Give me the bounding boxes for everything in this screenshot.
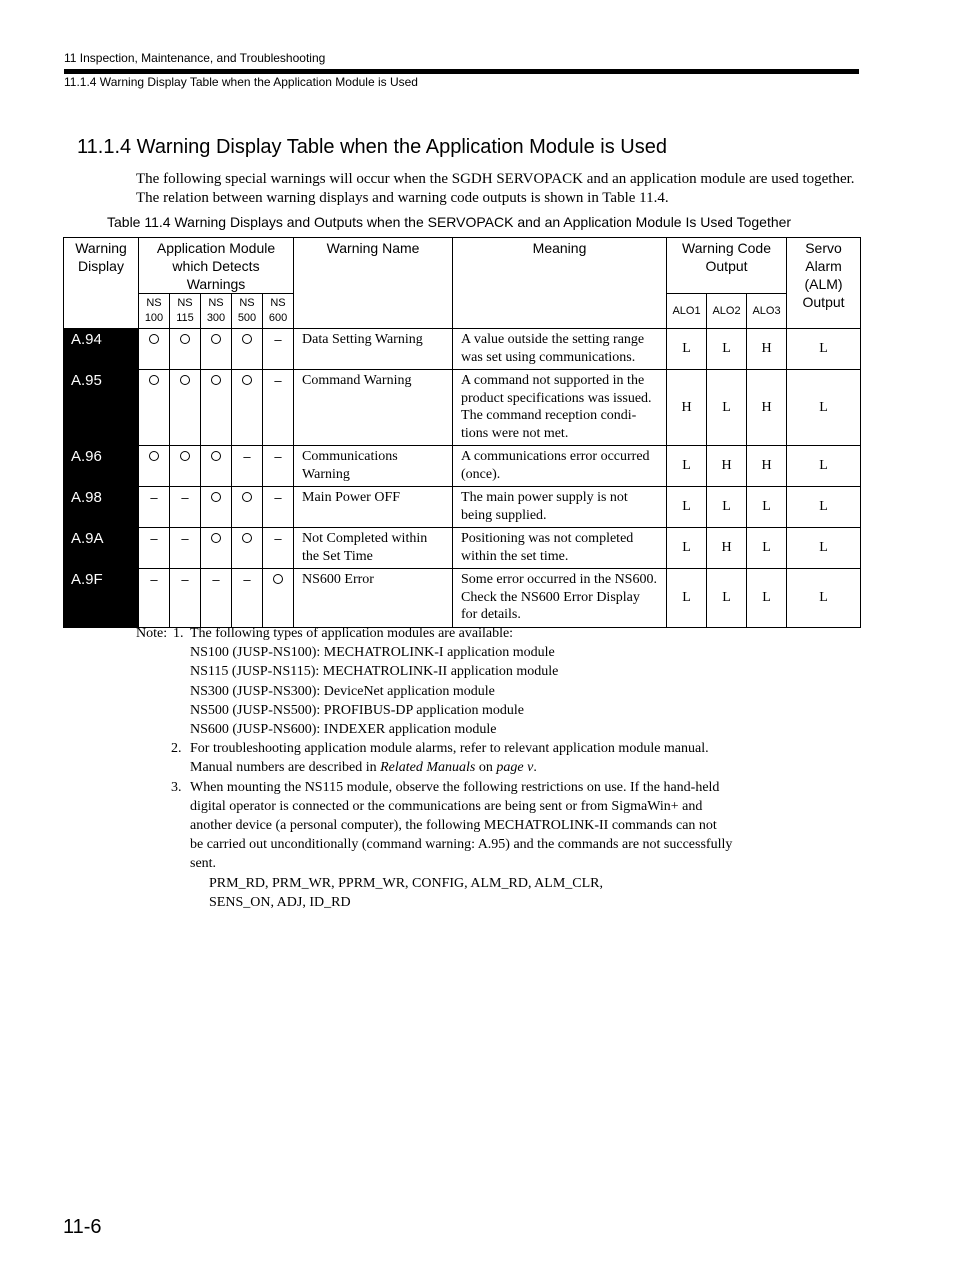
module-support-cell — [139, 487, 170, 528]
header-app-module: Application Module which Detects Warnings — [139, 238, 294, 294]
module-support-cell — [232, 569, 263, 628]
circle-mark-icon — [211, 451, 221, 461]
circle-mark-icon — [273, 574, 283, 584]
circle-mark-icon — [149, 334, 159, 344]
dash-mark-icon: – — [274, 373, 282, 388]
dash-mark-icon: – — [274, 531, 282, 546]
header-module-ns100: NS 100 — [139, 294, 170, 329]
alo3-value: L — [747, 569, 787, 628]
alo1-value: L — [667, 487, 707, 528]
running-header-section: 11.1.4 Warning Display Table when the Application Module is Used — [64, 75, 418, 89]
warning-code-cell: A.9A — [64, 528, 139, 569]
section-title: 11.1.4 Warning Display Table when the Application Module is Used — [77, 136, 667, 158]
alo2-value: L — [707, 569, 747, 628]
circle-mark-icon — [242, 375, 252, 385]
note-2-line-1: For troubleshooting application module alarms, refer to relevant application module manual. — [190, 741, 709, 757]
note-2-number: 2. — [171, 741, 182, 757]
note-3-line: When mounting the NS115 module, observe the following restrictions on use. If the hand-held — [190, 779, 720, 795]
circle-mark-icon — [242, 334, 252, 344]
dash-mark-icon: – — [274, 449, 282, 464]
module-support-cell — [201, 569, 232, 628]
module-list-item: NS115 (JUSP-NS115): MECHATROLINK-II application module — [190, 664, 559, 680]
circle-mark-icon — [211, 492, 221, 502]
module-support-cell — [170, 446, 201, 487]
header-meaning: Meaning — [453, 238, 667, 329]
dash-mark-icon: – — [274, 490, 282, 505]
command-list-line: PRM_RD, PRM_WR, PPRM_WR, CONFIG, ALM_RD, ALM_CLR, — [209, 875, 604, 891]
running-header-chapter: 11 Inspection, Maintenance, and Troubleshooting — [64, 51, 326, 65]
warning-name-cell: Not Completed within the Set Time — [294, 528, 453, 569]
table-row — [64, 329, 861, 370]
circle-mark-icon — [149, 375, 159, 385]
dash-mark-icon: – — [150, 572, 158, 587]
table-notes — [136, 624, 732, 912]
module-support-cell — [232, 446, 263, 487]
circle-mark-icon — [180, 334, 190, 344]
header-rule — [64, 69, 859, 74]
alo2-value: H — [707, 446, 747, 487]
alo1-value: L — [667, 446, 707, 487]
meaning-cell: A communications error occurred (once). — [453, 446, 667, 487]
alm-output-value: L — [787, 370, 861, 446]
module-support-cell — [170, 329, 201, 370]
module-list-item: NS100 (JUSP-NS100): MECHATROLINK-I application module — [190, 645, 555, 661]
warning-code-cell: A.98 — [64, 487, 139, 528]
alo3-value: H — [747, 370, 787, 446]
alo3-value: L — [747, 528, 787, 569]
module-support-cell — [139, 528, 170, 569]
warning-code-cell: A.96 — [64, 446, 139, 487]
warning-name-cell: Main Power OFF — [294, 487, 453, 528]
note-1-text: The following types of application modules are available: — [190, 626, 514, 641]
module-support-cell — [139, 446, 170, 487]
module-support-cell — [263, 370, 294, 446]
alo1-value: L — [667, 329, 707, 370]
header-warning-name: Warning Name — [294, 238, 453, 329]
meaning-cell: A command not supported in the product specifications was issued. The command reception condi-tions were not met. — [453, 370, 667, 446]
module-support-cell — [232, 487, 263, 528]
dash-mark-icon: – — [243, 572, 251, 587]
note-3-line: another device (a personal computer), the following MECHATROLINK-II commands can not — [190, 818, 717, 834]
meaning-cell: A value outside the setting range was set using communications. — [453, 329, 667, 370]
page-ref: page v — [496, 760, 534, 776]
module-support-cell — [139, 370, 170, 446]
header-warning-code-output: Warning Code Output — [667, 238, 787, 294]
warning-code-cell: A.94 — [64, 329, 139, 370]
warning-table — [63, 237, 861, 628]
dash-mark-icon: – — [212, 572, 220, 587]
module-support-cell — [139, 329, 170, 370]
circle-mark-icon — [211, 375, 221, 385]
table-row — [64, 569, 861, 628]
note-3-number: 3. — [171, 779, 182, 795]
module-support-cell — [201, 370, 232, 446]
alm-output-value: L — [787, 528, 861, 569]
table-caption: Table 11.4 Warning Displays and Outputs when the SERVOPACK and an Application Module Is Used Together — [107, 214, 792, 230]
module-support-cell — [170, 370, 201, 446]
note-label: Note: — [136, 626, 168, 641]
module-support-cell — [263, 446, 294, 487]
header-alo2: ALO2 — [707, 294, 747, 329]
circle-mark-icon — [149, 451, 159, 461]
dash-mark-icon: – — [150, 490, 158, 505]
module-support-cell — [201, 487, 232, 528]
intro-paragraph: The following special warnings will occur when the SGDH SERVOPACK and an application module are used together. The relation between warning displays and warning code outputs is shown in Table 11.4. — [136, 171, 855, 206]
alo3-value: H — [747, 329, 787, 370]
circle-mark-icon — [180, 375, 190, 385]
module-support-cell — [263, 329, 294, 370]
alo1-value: L — [667, 528, 707, 569]
module-support-cell — [232, 370, 263, 446]
alo3-value: H — [747, 446, 787, 487]
table-row — [64, 487, 861, 528]
note-3-line: sent. — [190, 856, 217, 872]
header-warning-display: Warning Display — [64, 238, 139, 329]
module-support-cell — [170, 528, 201, 569]
module-support-cell — [263, 528, 294, 569]
command-list-line: SENS_ON, ADJ, ID_RD — [209, 894, 351, 910]
dash-mark-icon: – — [181, 531, 189, 546]
table-row — [64, 446, 861, 487]
module-list-item: NS500 (JUSP-NS500): PROFIBUS-DP application module — [190, 702, 524, 718]
alo2-value: H — [707, 528, 747, 569]
alm-output-value: L — [787, 329, 861, 370]
header-alo3: ALO3 — [747, 294, 787, 329]
alo2-value: L — [707, 370, 747, 446]
table-row — [64, 528, 861, 569]
alo3-value: L — [747, 487, 787, 528]
warning-code-cell: A.95 — [64, 370, 139, 446]
alm-output-value: L — [787, 446, 861, 487]
module-support-cell — [201, 329, 232, 370]
circle-mark-icon — [242, 533, 252, 543]
warning-name-cell: Data Setting Warning — [294, 329, 453, 370]
module-support-cell — [232, 329, 263, 370]
module-support-cell — [263, 487, 294, 528]
note-3-line: be carried out unconditionally (command warning: A.95) and the commands are not successfully — [190, 837, 733, 853]
alo2-value: L — [707, 487, 747, 528]
module-support-cell — [263, 569, 294, 628]
module-support-cell — [201, 446, 232, 487]
header-module-ns300: NS 300 — [201, 294, 232, 329]
header-servo-alarm: Servo Alarm (ALM) Output — [787, 238, 861, 329]
dash-mark-icon: – — [150, 531, 158, 546]
header-alo1: ALO1 — [667, 294, 707, 329]
module-support-cell — [201, 528, 232, 569]
note-1-number: 1. — [173, 626, 184, 641]
warning-name-cell: Communications Warning — [294, 446, 453, 487]
alm-output-value: L — [787, 569, 861, 628]
warning-code-cell: A.9F — [64, 569, 139, 628]
alm-output-value: L — [787, 487, 861, 528]
warning-name-cell: NS600 Error — [294, 569, 453, 628]
page-number: 11-6 — [63, 1216, 102, 1238]
header-module-ns600: NS 600 — [263, 294, 294, 329]
meaning-cell: The main power supply is not being supplied. — [453, 487, 667, 528]
note-3-line: digital operator is connected or the communications are being sent or from SigmaWin+ and — [190, 798, 703, 814]
module-list-item: NS600 (JUSP-NS600): INDEXER application module — [190, 722, 497, 738]
header-module-ns115: NS 115 — [170, 294, 201, 329]
alo1-value: H — [667, 370, 707, 446]
circle-mark-icon — [242, 492, 252, 502]
dash-mark-icon: – — [181, 572, 189, 587]
alo1-value: L — [667, 569, 707, 628]
circle-mark-icon — [211, 334, 221, 344]
dash-mark-icon: – — [274, 332, 282, 347]
module-support-cell — [170, 569, 201, 628]
table-row — [64, 370, 861, 446]
meaning-cell: Positioning was not completed within the set time. — [453, 528, 667, 569]
header-module-ns500: NS 500 — [232, 294, 263, 329]
alo2-value: L — [707, 329, 747, 370]
module-support-cell — [170, 487, 201, 528]
dash-mark-icon: – — [243, 449, 251, 464]
dash-mark-icon: – — [181, 490, 189, 505]
warning-name-cell: Command Warning — [294, 370, 453, 446]
circle-mark-icon — [180, 451, 190, 461]
meaning-cell: Some error occurred in the NS600. Check the NS600 Error Display for details. — [453, 569, 667, 628]
module-list-item: NS300 (JUSP-NS300): DeviceNet application module — [190, 683, 495, 699]
module-support-cell — [139, 569, 170, 628]
circle-mark-icon — [211, 533, 221, 543]
related-manuals-ref: Related Manuals — [380, 760, 476, 776]
note-2-line-2: Manual numbers are described in Related Manuals on page v. — [190, 760, 537, 776]
module-support-cell — [232, 528, 263, 569]
